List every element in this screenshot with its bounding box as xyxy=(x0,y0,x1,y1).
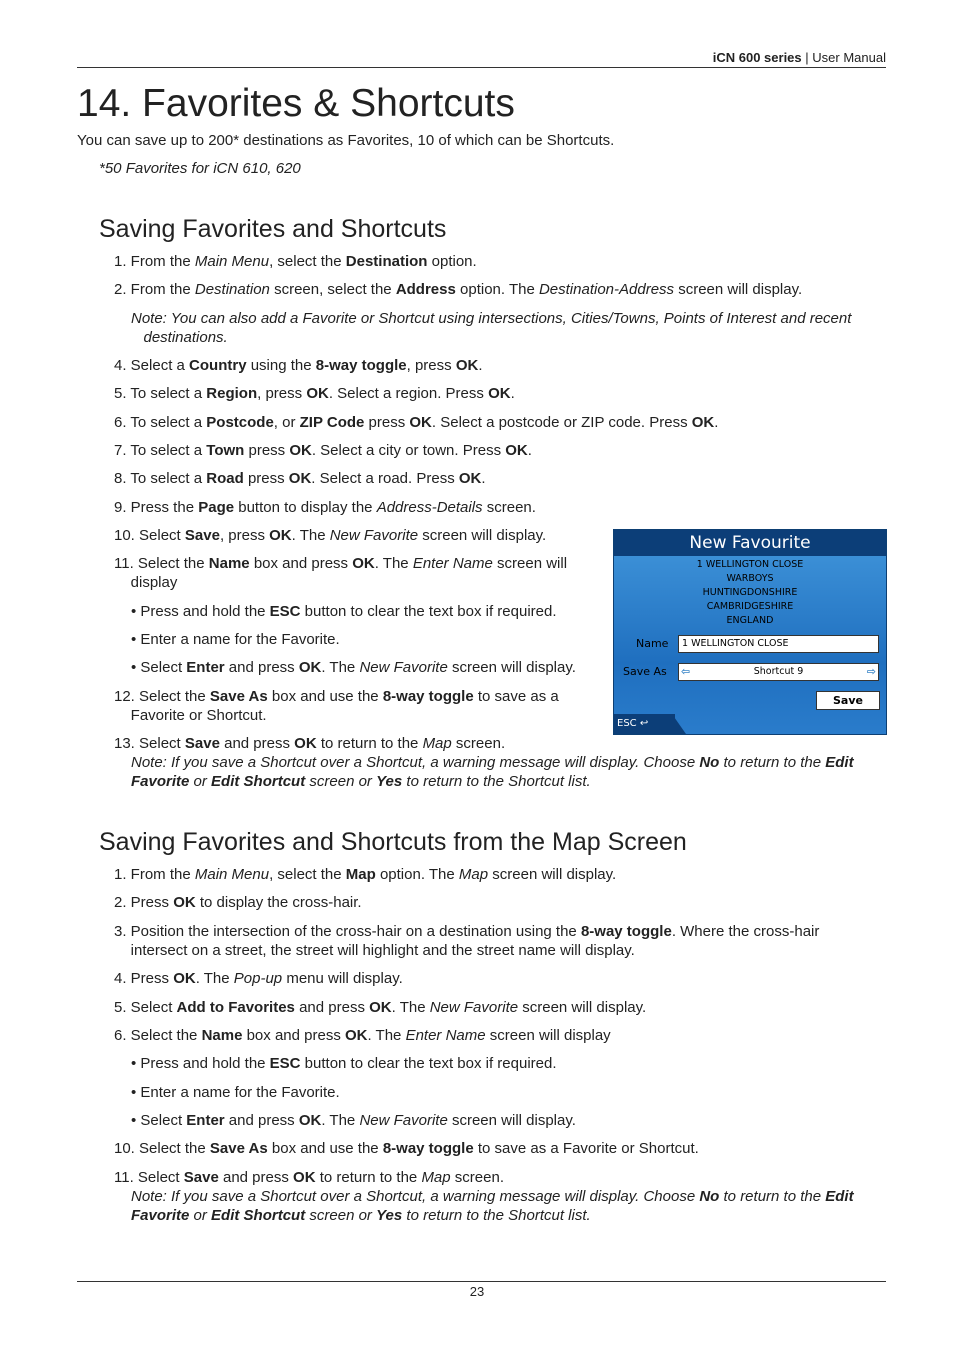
section2-heading: Saving Favorites and Shortcuts from the Map Screen xyxy=(99,828,687,856)
s1-note-1: Note: You can also add a Favorite or Shortcut using intersections, Cities/Towns, Points of Interest and recent destinations. xyxy=(131,310,852,346)
s1-bullet-1: • Press and hold the ESC button to clear the text box if required. xyxy=(131,603,557,620)
page-header xyxy=(77,50,886,68)
s1-step-6: 6. To select a Postcode, or ZIP Code press OK. Select a postcode or ZIP code. Press OK. xyxy=(114,414,719,431)
device-screenshot xyxy=(613,529,887,735)
s1-step-13: 13. Select Save and press OK to return to the Map screen. xyxy=(114,735,506,752)
header-product: iCN 600 series xyxy=(712,50,802,65)
name-field[interactable]: 1 WELLINGTON CLOSE xyxy=(678,635,879,653)
s1-step-1: 1. From the Main Menu, select the Destination option. xyxy=(114,253,477,270)
s2-step-5: 5. Select Add to Favorites and press OK. The New Favorite screen will display. xyxy=(114,999,647,1016)
s1-note-2: Note: If you save a Shortcut over a Shortcut, a warning message will display. Choose No to return to the Edit Favorite or Edit Shortcut screen or Yes to return to the Shortcut list. xyxy=(131,754,854,790)
s1-step-12: 12. Select the Save As box and use the 8-way toggle to save as a Favorite or Shortcut. xyxy=(114,688,559,724)
esc-label: ESC xyxy=(617,718,637,729)
arrow-left-icon[interactable]: ⇦ xyxy=(681,665,691,678)
address-line: WARBOYS xyxy=(726,573,774,584)
s2-step-11: 11. Select Save and press OK to return to the Map screen. xyxy=(114,1169,504,1186)
saveas-value: Shortcut 9 xyxy=(753,666,804,677)
address-line: 1 WELLINGTON CLOSE xyxy=(696,559,804,570)
s1-bullet-2: • Enter a name for the Favorite. xyxy=(131,631,340,648)
s1-step-7: 7. To select a Town press OK. Select a city or town. Press OK. xyxy=(114,442,532,459)
s1-step-2: 2. From the Destination screen, select the Address option. The Destination-Address screen will display. xyxy=(114,281,803,298)
s2-step-1: 1. From the Main Menu, select the Map option. The Map screen will display. xyxy=(114,866,617,883)
s1-bullet-3: • Select Enter and press OK. The New Favorite screen will display. xyxy=(131,659,576,676)
s2-step-4: 4. Press OK. The Pop-up menu will display. xyxy=(114,970,403,987)
s2-step-2: 2. Press OK to display the cross-hair. xyxy=(114,894,362,911)
s2-bullet-1: • Press and hold the ESC button to clear the text box if required. xyxy=(131,1055,557,1072)
saveas-field[interactable] xyxy=(678,663,879,681)
s2-step-10: 10. Select the Save As box and use the 8-way toggle to save as a Favorite or Shortcut. xyxy=(114,1140,699,1157)
s1-step-11: 11. Select the Name box and press OK. The Enter Name screen will display xyxy=(114,555,568,591)
footnote-text: *50 Favorites for iCN 610, 620 xyxy=(99,160,301,177)
address-line: CAMBRIDGESHIRE xyxy=(706,601,794,612)
esc-button[interactable] xyxy=(614,714,675,734)
s1-step-4: 4. Select a Country using the 8-way toggle, press OK. xyxy=(114,357,483,374)
name-label: Name xyxy=(636,637,669,650)
s2-step-6: 6. Select the Name box and press OK. The Enter Name screen will display xyxy=(114,1027,611,1044)
s2-bullet-2: • Enter a name for the Favorite. xyxy=(131,1084,340,1101)
s1-step-5: 5. To select a Region, press OK. Select a region. Press OK. xyxy=(114,385,515,402)
header-separator: | xyxy=(805,50,809,65)
address-line: ENGLAND xyxy=(726,615,774,626)
s2-bullet-3: • Select Enter and press OK. The New Favorite screen will display. xyxy=(131,1112,576,1129)
save-button[interactable]: Save xyxy=(816,691,880,710)
s2-step-3: 3. Position the intersection of the cross-hair on a destination using the 8-way toggle. Where the cross-hair intersect on a street, the street will highlight and the street name will display. xyxy=(114,923,820,959)
s1-step-8: 8. To select a Road press OK. Select a road. Press OK. xyxy=(114,470,486,487)
s2-note: Note: If you save a Shortcut over a Shortcut, a warning message will display. Choose No to return to the Edit Favorite or Edit Shortcut screen or Yes to return to the Shortcut list. xyxy=(131,1188,854,1224)
s1-step-10: 10. Select Save, press OK. The New Favorite screen will display. xyxy=(114,527,547,544)
esc-tab-corner xyxy=(672,714,686,734)
return-arrow-icon: ↩ xyxy=(639,718,649,729)
footer-divider xyxy=(77,1281,886,1282)
address-line: HUNTINGDONSHIRE xyxy=(702,587,798,598)
device-address xyxy=(614,558,886,628)
device-title: New Favourite xyxy=(614,530,886,556)
section1-heading: Saving Favorites and Shortcuts xyxy=(99,215,447,243)
arrow-right-icon[interactable]: ⇨ xyxy=(866,665,876,678)
page-title: 14. Favorites & Shortcuts xyxy=(77,82,515,125)
header-doc: User Manual xyxy=(812,50,886,65)
page-number: 23 xyxy=(469,1284,485,1299)
intro-text: You can save up to 200* destinations as Favorites, 10 of which can be Shortcuts. xyxy=(77,132,615,149)
saveas-label: Save As xyxy=(623,665,667,678)
s1-step-9: 9. Press the Page button to display the Address-Details screen. xyxy=(114,499,536,516)
